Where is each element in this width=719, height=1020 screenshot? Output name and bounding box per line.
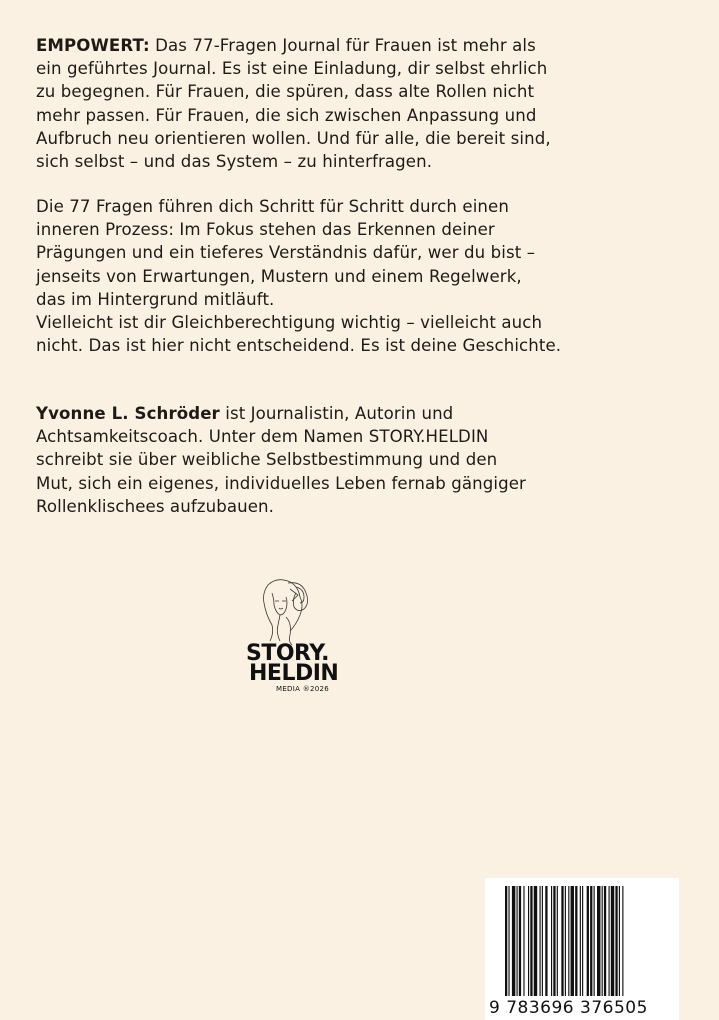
barcode-bar — [508, 886, 509, 996]
description-process — [36, 195, 696, 357]
barcode-bar — [582, 886, 583, 996]
author-text: ist Journalistin, Autorin und Achtsamkeitscoach. Unter dem Namen STORY.HELDIN schreibt sie über weibliche Selbstbestimmung und den Mut, sich ein eigenes, individuelles Leben fernab gängiger Rollenklischees aufzubauen. — [36, 404, 526, 516]
barcode-bar — [587, 886, 589, 996]
logo-subline: MEDIA ®2026 — [276, 685, 330, 693]
woman-portrait-icon — [246, 575, 316, 645]
intro-lead: EMPOWERT: — [36, 36, 150, 55]
barcode-bar — [615, 886, 617, 996]
process-paragraph-2: Vielleicht ist dir Gleichberechtigung wichtig – vielleicht auch nicht. Das ist hier nicht entscheidend. Es ist deine Geschichte. — [36, 313, 562, 356]
barcode-bar — [571, 886, 574, 996]
barcode-bar — [580, 886, 581, 996]
barcode-bar — [519, 886, 521, 996]
author-name: Yvonne L. Schröder — [36, 404, 220, 423]
barcode-bar — [542, 886, 543, 996]
intro-text: Das 77-Fragen Journal für Frauen ist mehr als ein geführtes Journal. Es ist eine Einladung, dir selbst ehrlich zu begegnen. Für Frauen, die spüren, dass alte Rollen nicht mehr passen. Für Frauen, die sich zwischen Anpassung und Aufbruch neu orientieren wollen. Und für alle, die bereit sind, sich selbst – und das System – zu hinterfragen. — [36, 36, 551, 172]
logo-wordmark-line1: STORY. — [246, 641, 329, 666]
author-bio — [36, 402, 696, 518]
barcode-bar — [534, 886, 537, 996]
barcode-bar — [545, 886, 547, 996]
barcode-bar — [528, 886, 529, 996]
isbn-number: 9 783696 376505 — [489, 998, 648, 1018]
intro-paragraph — [36, 34, 696, 173]
barcode-bar — [622, 886, 623, 996]
logo-wordmark-line2: HELDIN — [249, 661, 339, 686]
barcode-bar — [604, 886, 606, 996]
barcode-bar — [553, 886, 555, 996]
barcode-bar — [540, 886, 541, 996]
barcode-bar — [557, 886, 558, 996]
barcode-bar — [590, 886, 592, 996]
description-intro — [36, 34, 696, 173]
publisher-logo — [240, 575, 370, 705]
isbn-barcode — [485, 878, 679, 1020]
barcode-bar — [565, 886, 566, 996]
barcode-bar — [523, 886, 524, 996]
barcode-bar — [530, 886, 532, 996]
barcode-bar — [505, 886, 507, 996]
barcode-bar — [602, 886, 603, 996]
barcode-bar — [551, 886, 552, 996]
barcode-bar — [568, 886, 569, 996]
barcode-bar — [609, 886, 610, 996]
barcode-bar — [561, 886, 563, 996]
barcode-bars — [505, 886, 661, 996]
barcode-bar — [512, 886, 515, 996]
barcode-bar — [517, 886, 518, 996]
barcode-bar — [597, 886, 600, 996]
process-paragraph-1: Die 77 Fragen führen dich Schritt für Schritt durch einen inneren Prozess: Im Fokus stehen das Erkennen deiner Prägungen und ein tieferes Verständnis dafür, wer du bist – jenseits von Erwartungen, Mustern und einem Regelwerk, das im Hintergrund mitläuft. — [36, 197, 536, 309]
author-paragraph — [36, 402, 696, 518]
barcode-bar — [611, 886, 614, 996]
barcode-bar — [619, 886, 620, 996]
barcode-bar — [575, 886, 577, 996]
barcode-bar — [594, 886, 595, 996]
